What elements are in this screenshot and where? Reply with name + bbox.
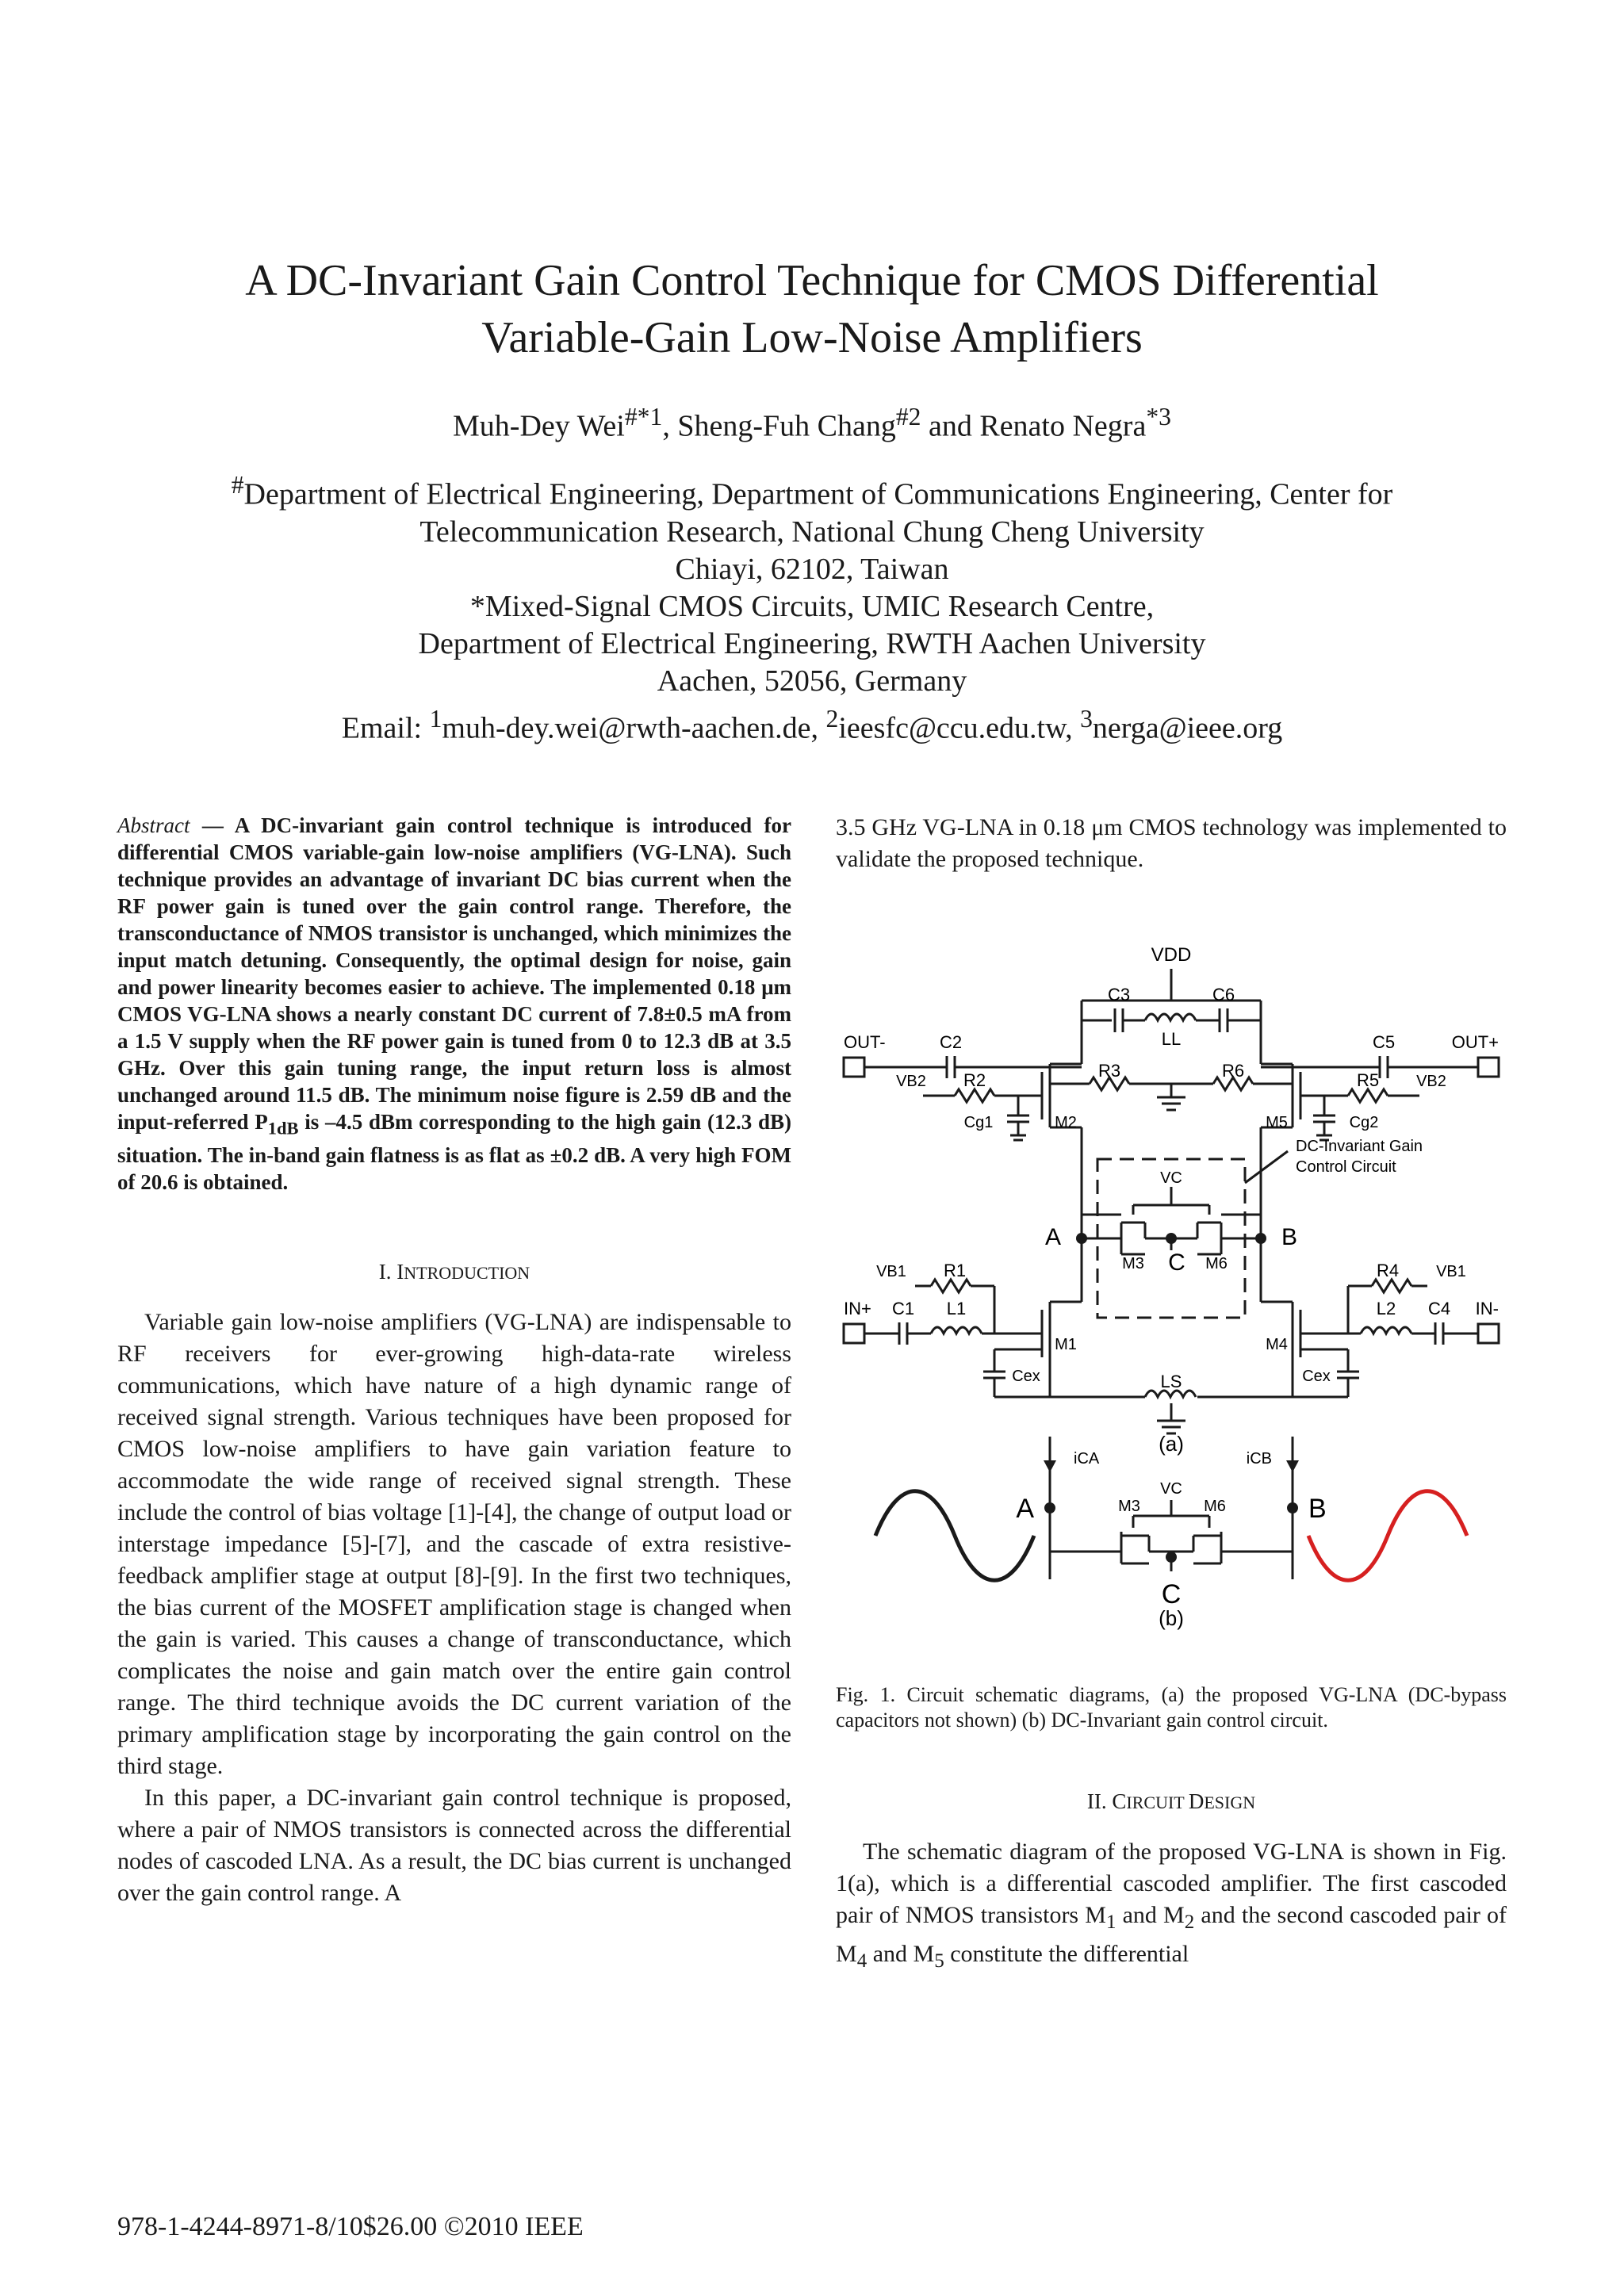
author-2-sup: #2 <box>895 403 921 430</box>
label-m6: M6 <box>1205 1255 1228 1272</box>
label-vb2-right: VB2 <box>1416 1073 1446 1090</box>
label-r3: R3 <box>1097 1061 1121 1081</box>
email-1-sup: 1 <box>429 704 442 733</box>
label-cex-right: Cex <box>1302 1368 1331 1385</box>
heading-num: II. <box>1086 1789 1113 1813</box>
email-label: Email: <box>341 711 430 745</box>
label-ica: iCA <box>1074 1450 1100 1468</box>
label-node-a: A <box>1044 1224 1061 1250</box>
circuit-schematic-figure <box>836 890 1507 1682</box>
design-paragraph-1 <box>836 1836 1507 1977</box>
affil-hash-mark: # <box>231 471 244 499</box>
sub-1: 1 <box>1105 1911 1116 1933</box>
sub-5: 5 <box>934 1950 944 1972</box>
sub-2: 2 <box>1184 1911 1195 1933</box>
title-line-1: A DC-Invariant Gain Control Technique for CMOS Differential <box>245 256 1379 305</box>
label-node-b: B <box>1281 1224 1298 1250</box>
label-r2: R2 <box>963 1070 986 1090</box>
label-m3: M3 <box>1122 1255 1144 1272</box>
label-m4: M4 <box>1266 1336 1288 1353</box>
label-r5: R5 <box>1356 1070 1380 1090</box>
author-line <box>0 396 1624 447</box>
right-column <box>836 812 1507 1977</box>
label-r6: R6 <box>1221 1061 1245 1081</box>
sub-4: 4 <box>856 1950 868 1972</box>
label-m5: M5 <box>1266 1114 1288 1131</box>
node-b-dot <box>1255 1233 1266 1244</box>
abstract-text-1: A DC-invariant gain control technique is introduced for differential CMOS variable-gain low-noise amplifiers (VG-LNA). Such technique provides an advantage of invariant DC bias current when the RF power gain is tuned over the gain control range. Therefore, the transconductance of NMOS transistor is unchanged, which minimizes the input match detuning. Consequently, the optimal design for noise, gain and power linearity becomes easier to achieve. The implemented 0.18 μm CMOS VG-LNA shows a nearly constant DC current of 7.8±0.5 mA from a 1.5 V supply when the RF power gain is tuned from 0 to 12.3 dB at 3.5 GHz. Over this gain tuning range, the input return loss is almost unchanged around 11.5 dB. The minimum noise figure is 2.59 dB and the input-referred P <box>117 813 791 1134</box>
heading-rest: NTRODUCTION <box>404 1263 530 1284</box>
label-c6: C6 <box>1212 985 1235 1004</box>
footer-year: 2010 IEEE <box>464 2212 584 2241</box>
label-r1: R1 <box>943 1261 967 1280</box>
abstract-dash: — <box>190 813 235 837</box>
label-m6-b: M6 <box>1204 1498 1226 1515</box>
email-2-sup: 2 <box>825 704 839 733</box>
abstract-lead: Abstract <box>117 813 190 837</box>
affiliations <box>0 466 1624 747</box>
author-2: Sheng-Fuh Chang <box>677 409 896 443</box>
heading-cap-2: D <box>1188 1789 1205 1813</box>
node-a-dot-b <box>1044 1502 1055 1513</box>
label-subfig-b: (b) <box>1159 1606 1184 1630</box>
node-b-dot-b <box>1287 1502 1298 1513</box>
ica-arrow-icon <box>1044 1460 1056 1472</box>
label-m1: M1 <box>1055 1336 1077 1353</box>
heading-cap: I <box>396 1260 404 1284</box>
label-ls: LS <box>1160 1372 1182 1391</box>
label-c-b: C <box>1161 1579 1182 1609</box>
label-out-minus: OUT- <box>844 1032 886 1052</box>
label-vc: VC <box>1160 1169 1182 1187</box>
heading-rest-2: ESIGN <box>1204 1793 1256 1812</box>
paper-title <box>0 252 1624 366</box>
author-3-sup: *3 <box>1146 403 1171 430</box>
title-line-2: Variable-Gain Low-Noise Amplifiers <box>481 313 1143 362</box>
heading-cap-1: C <box>1112 1789 1127 1813</box>
sine-wave-b <box>1308 1491 1467 1581</box>
author-3: Renato Negra <box>979 409 1147 443</box>
abstract <box>117 812 791 1196</box>
label-r4: R4 <box>1376 1261 1400 1280</box>
author-sep: and <box>921 409 980 443</box>
label-vdd: VDD <box>1151 944 1192 966</box>
left-column <box>117 812 791 1909</box>
abstract-text-2: is –4.5 dBm corresponding to the high gain (12.3 dB) situation. The in-band gain flatness is as flat as ±0.2 dB. A very high FOM of 20.6 is obtained. <box>117 1110 791 1195</box>
label-l2: L2 <box>1376 1299 1396 1318</box>
email-3: nerga@ieee.org <box>1092 711 1283 745</box>
node-c-dot-b <box>1166 1552 1177 1563</box>
affil-line-2: Telecommunication Research, National Chung Cheng University <box>419 515 1205 549</box>
label-a-b: A <box>1016 1494 1034 1524</box>
design-text-5: constitute the differential <box>944 1941 1189 1967</box>
label-vb2-left: VB2 <box>896 1073 926 1090</box>
design-text-1: The schematic diagram of the proposed VG-LNA is shown in Fig. 1(a), which is a differential cascoded amplifier. The first cascoded pair of NMOS transistors M <box>836 1839 1507 1928</box>
icb-arrow-icon <box>1286 1460 1299 1472</box>
affil-line-4: *Mixed-Signal CMOS Circuits, UMIC Research Centre, <box>469 589 1155 623</box>
author-1: Muh-Dey Wei <box>453 409 625 443</box>
footer-copyright <box>117 2212 584 2242</box>
author-sep: , <box>662 409 678 443</box>
abstract-sub: 1dB <box>267 1118 299 1138</box>
label-vb1-left: VB1 <box>876 1263 906 1280</box>
label-vb1-right: VB1 <box>1436 1263 1466 1280</box>
copyright-icon: © <box>443 2212 465 2241</box>
node-a-dot <box>1076 1233 1087 1244</box>
sine-wave-a <box>875 1491 1034 1581</box>
design-text-2: and M <box>1116 1902 1185 1928</box>
affil-line-6: Aachen, 52056, Germany <box>657 664 967 698</box>
label-c1: C1 <box>891 1299 915 1318</box>
label-c3: C3 <box>1107 985 1131 1004</box>
figure-caption: Fig. 1. Circuit schematic diagrams, (a) the proposed VG-LNA (DC-bypass capacitors not shown) (b) DC-Invariant gain control circuit. <box>836 1683 1507 1732</box>
label-c4: C4 <box>1427 1299 1451 1318</box>
label-cg1: Cg1 <box>963 1114 994 1131</box>
section-heading-intro <box>117 1256 791 1289</box>
author-1-sup: #*1 <box>624 403 663 430</box>
label-c2: C2 <box>939 1032 963 1052</box>
label-in-plus: IN+ <box>844 1299 871 1318</box>
label-subfig-a: (a) <box>1159 1432 1184 1456</box>
label-dc-invariant-1: DC-Invariant Gain <box>1296 1138 1423 1155</box>
design-text-4: and M <box>867 1941 935 1967</box>
label-ll: LL <box>1161 1029 1182 1049</box>
label-cex-left: Cex <box>1012 1368 1040 1385</box>
label-cg2: Cg2 <box>1349 1114 1379 1131</box>
affil-line-3: Chiayi, 62102, Taiwan <box>675 552 949 586</box>
label-icb: iCB <box>1246 1450 1272 1468</box>
email-2: ieesfc@ccu.edu.tw, <box>838 711 1081 745</box>
label-vc-b: VC <box>1160 1480 1182 1498</box>
label-m2: M2 <box>1055 1114 1077 1131</box>
heading-num: I. <box>378 1260 397 1284</box>
label-in-minus: IN- <box>1475 1299 1499 1318</box>
label-b-b: B <box>1308 1494 1327 1524</box>
email-1: muh-dey.wei@rwth-aachen.de, <box>442 711 826 745</box>
label-node-c: C <box>1168 1249 1185 1276</box>
affil-line-5: Department of Electrical Engineering, RWTH Aachen University <box>418 626 1206 660</box>
label-c5: C5 <box>1372 1032 1396 1052</box>
label-l1: L1 <box>946 1299 967 1318</box>
design-text-3: and the second cascoded pair of M <box>836 1902 1507 1967</box>
intro-paragraph-2: In this paper, a DC-invariant gain control technique is proposed, where a pair of NMOS transistors is connected across the differential nodes of cascoded LNA. As a result, the DC bias current is unchanged over the gain control range. A <box>117 1785 791 1907</box>
footer-isbn: 978-1-4244-8971-8/10$26.00 <box>117 2212 444 2241</box>
label-m3-b: M3 <box>1118 1498 1140 1515</box>
affil-line-1 <box>0 466 1624 514</box>
email-line <box>0 700 1624 748</box>
label-out-plus: OUT+ <box>1451 1032 1499 1052</box>
heading-rest-1: IRCUIT <box>1126 1793 1189 1812</box>
node-c-dot <box>1166 1233 1177 1244</box>
intro-paragraph-1: Variable gain low-noise amplifiers (VG-LNA) are indispensable to RF receivers for ever-growing high-data-rate wireless communications, which have nature of a high dynamic range of received signal strength. Various techniques have been proposed for CMOS low-noise amplifiers to have gain variation feature to accommodate the wide range of received signal strength. These include the control of bias voltage [1]-[4], the change of output load or interstage impedance [5]-[7], and the cascade of extra resistive-feedback amplifier stage at output [8]-[9]. In the first two techniques, the bias current of the MOSFET amplification stage is changed when the gain is varied. This causes a change of transconductance, which complicates the noise and gain match over the entire gain control range. The third technique avoids the DC current variation of the primary amplification stage by incorporating the gain control on the third stage. <box>117 1309 791 1780</box>
section-heading-design <box>836 1785 1507 1819</box>
affil-line-1-text: Department of Electrical Engineering, Department of Communications Engineering, Center for <box>243 477 1393 511</box>
intro-paragraph-2-cont: 3.5 GHz VG-LNA in 0.18 μm CMOS technology was implemented to validate the proposed technique. <box>836 814 1507 872</box>
label-dc-invariant-2: Control Circuit <box>1296 1158 1396 1176</box>
email-3-sup: 3 <box>1080 704 1093 733</box>
